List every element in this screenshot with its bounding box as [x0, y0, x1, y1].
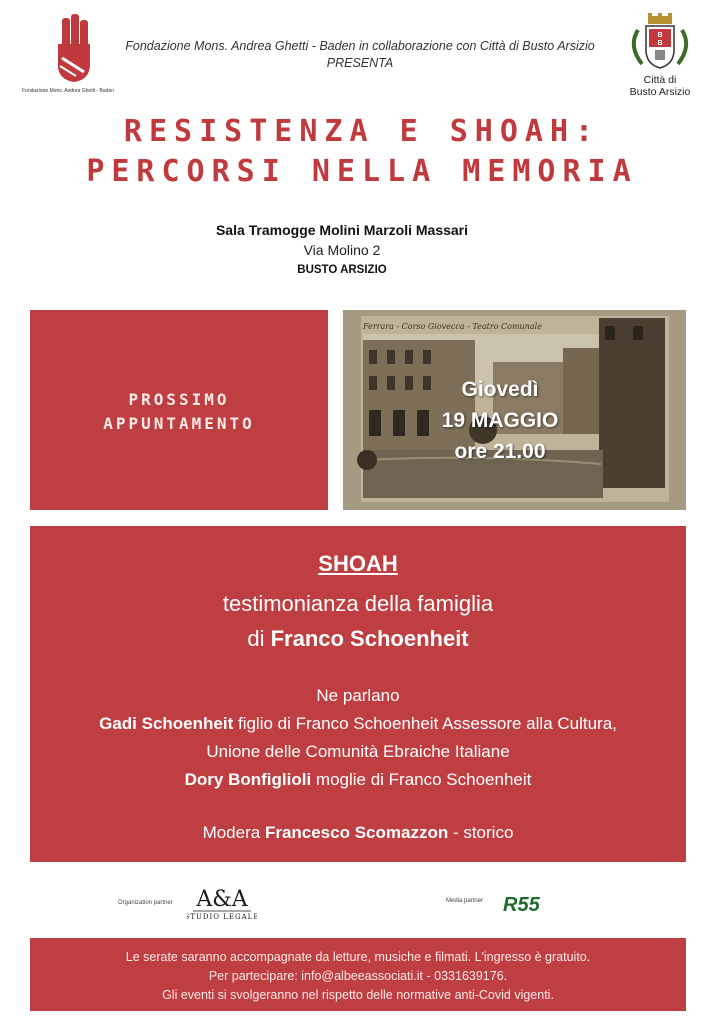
title-line2: PERCORSI NELLA MEMORIA: [86, 154, 638, 189]
foundation-logo: [22, 14, 122, 100]
moderator: [30, 822, 686, 844]
appointment-label-line2: APPUNTAMENTO: [103, 414, 255, 433]
media-partner-label: Media partner: [446, 898, 484, 904]
venue-city: BUSTO ARSIZIO: [297, 264, 387, 276]
venue-block: [0, 220, 684, 280]
city-crest-icon: [622, 12, 698, 72]
city-logo-line1: Città di: [643, 74, 677, 86]
org-logo-mark: A&A: [196, 887, 248, 912]
next-appointment-label: [30, 388, 328, 436]
subtitle-prefix: di: [247, 626, 265, 651]
venue-name: Sala Tramogge Molini Marzoli Massari: [215, 222, 469, 238]
organization-partner-label: Organization partner: [118, 900, 173, 906]
footer-line1: Le serate saranno accompagnate da letture, musiche e filmati. L'ingresso è gratuito.: [125, 950, 591, 964]
subtitle-line2: [30, 625, 686, 653]
postcard-photo: [343, 310, 686, 510]
speakers-intro: Ne parlano: [316, 686, 400, 705]
footer-info: [30, 938, 686, 1011]
event-date: 19 MAGGIO: [441, 409, 559, 432]
speaker1-name: Gadi Schoenheit: [99, 714, 234, 733]
next-appointment-box: [30, 310, 328, 510]
presenter-text: [110, 38, 610, 72]
presenter-verb: PRESENTA: [326, 56, 394, 70]
event-topic: SHOAH: [318, 551, 398, 576]
event-title: [0, 112, 724, 192]
appointment-label-line1: PROSSIMO: [128, 390, 230, 409]
subtitle-name: Franco Schoenheit: [270, 626, 469, 651]
svg-text:B: B: [657, 32, 663, 39]
speaker2-role: moglie di Franco Schoenheit: [315, 770, 532, 789]
event-details-box: [30, 526, 686, 862]
law-firm-logo-icon: [187, 884, 257, 926]
moderator-name: Francesco Scomazzon: [264, 823, 449, 842]
presenter-line: Fondazione Mons. Andrea Ghetti - Baden in collaborazione con Città di Busto Arsizio: [125, 39, 595, 53]
venue-street: Via Molino 2: [303, 242, 381, 258]
organization-partner-logo: [187, 884, 257, 926]
speaker1: [30, 713, 686, 735]
r55-logo-icon: [501, 890, 557, 916]
foundation-logo-caption: Fondazione Mons. Andrea Ghetti - Baden: [22, 88, 115, 94]
title-line1: RESISTENZA E SHOAH:: [123, 114, 601, 149]
media-partner-logo: [501, 890, 557, 916]
event-day: Giovedì: [461, 378, 539, 401]
postcard-caption: Ferrara - Corso Giovecca - Teatro Comunale: [363, 322, 542, 331]
subtitle-line1: testimonianza della famiglia: [222, 591, 494, 616]
speaker1-affiliation: Unione delle Comunità Ebraiche Italiane: [206, 742, 510, 761]
city-logo: [622, 12, 702, 102]
svg-text:B: B: [657, 40, 663, 47]
scout-salute-icon: [48, 14, 96, 86]
event-date-block: [343, 374, 657, 467]
speaker2-name: Dory Bonfiglioli: [184, 770, 312, 789]
event-time: ore 21.00: [454, 440, 546, 463]
city-logo-line2: Busto Arsizio: [629, 86, 691, 98]
city-logo-caption: [622, 74, 698, 98]
moderator-role: - storico: [452, 823, 514, 842]
footer-line2: Per partecipare: info@albeeassociati.it - 0331639176.: [208, 969, 508, 983]
speaker1-role: figlio di Franco Schoenheit Assessore alla Cultura,: [237, 714, 617, 733]
speaker2: [30, 769, 686, 791]
media-logo-mark: R55: [503, 894, 540, 916]
footer-line3: Gli eventi si svolgeranno nel rispetto delle normative anti-Covid vigenti.: [162, 988, 554, 1002]
org-logo-sub: STUDIO LEGALE: [187, 913, 257, 921]
moderator-prefix: Modera: [202, 823, 261, 842]
